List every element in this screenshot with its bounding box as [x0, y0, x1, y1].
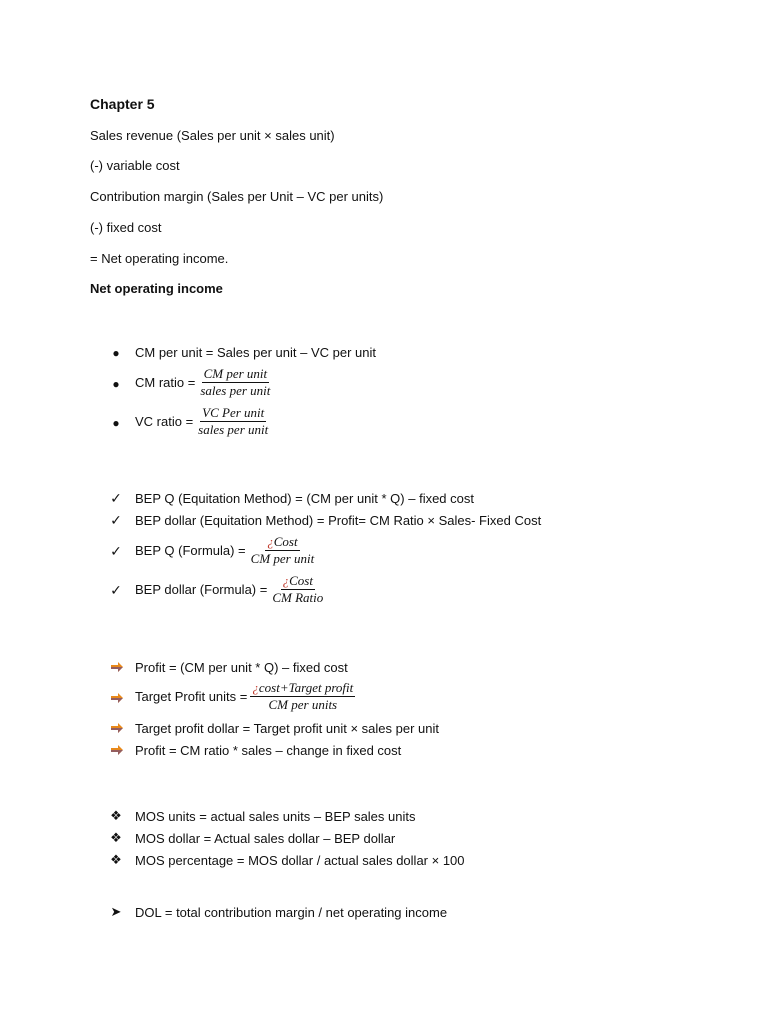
- formula-label: VC ratio =: [135, 413, 194, 429]
- numerator: [281, 573, 315, 590]
- checkmark-icon: ✓: [110, 582, 122, 598]
- list-item: CM per unit = Sales per unit – VC per unit: [135, 345, 376, 360]
- denominator: sales per unit: [198, 422, 269, 437]
- fraction: [196, 405, 270, 438]
- diamond-bullet-icon: ❖: [110, 830, 122, 845]
- numerator-text: Cost: [289, 573, 313, 588]
- section-heading: Net operating income: [90, 281, 223, 296]
- numerator: CM per unit: [203, 366, 268, 381]
- arrowhead-bullet-icon: ➤: [110, 904, 122, 919]
- bullet-dot-icon: ●: [112, 377, 120, 391]
- bullet-dot-icon: ●: [112, 346, 120, 360]
- fraction: [249, 534, 317, 567]
- inverted-question-mark: ¿: [282, 573, 290, 588]
- fraction: [250, 680, 355, 713]
- formula-label: BEP Q (Formula) =: [135, 542, 246, 558]
- numerator: VC Per unit: [202, 405, 265, 420]
- inverted-question-mark: ¿: [267, 534, 274, 549]
- denominator: CM per units: [268, 697, 338, 712]
- denominator: CM Ratio: [272, 590, 324, 605]
- list-item: Target profit dollar = Target profit unit × sales per unit: [135, 721, 439, 736]
- denominator: sales per unit: [200, 383, 271, 398]
- fraction: [198, 366, 272, 399]
- list-item: [135, 534, 316, 567]
- numerator-text: cost+Target profit: [258, 680, 354, 695]
- list-item: BEP Q (Equitation Method) = (CM per unit * Q) – fixed cost: [135, 491, 474, 506]
- text-line: (-) fixed cost: [90, 220, 162, 235]
- bullet-dot-icon: ●: [112, 416, 120, 430]
- arrow-bullet-icon: [111, 662, 123, 672]
- arrow-bullet-icon: [111, 693, 123, 703]
- list-item: MOS units = actual sales units – BEP sales units: [135, 809, 416, 824]
- list-item: Profit = CM ratio * sales – change in fixed cost: [135, 743, 402, 758]
- numerator-text: Cost: [273, 534, 298, 549]
- list-item: DOL = total contribution margin / net operating income: [135, 905, 448, 920]
- list-item: [135, 405, 270, 438]
- list-item: [135, 680, 355, 713]
- list-item: [135, 573, 325, 606]
- text-line: = Net operating income.: [90, 251, 229, 266]
- denominator: CM per unit: [250, 551, 315, 566]
- text-line: Sales revenue (Sales per unit × sales unit): [90, 128, 335, 143]
- list-item: Profit = (CM per unit * Q) – fixed cost: [135, 660, 348, 675]
- inverted-question-mark: ¿: [252, 680, 259, 695]
- arrow-bullet-icon: [111, 745, 123, 755]
- diamond-bullet-icon: ❖: [110, 852, 122, 867]
- diamond-bullet-icon: ❖: [110, 808, 122, 823]
- fraction: [270, 573, 325, 606]
- numerator: [250, 680, 355, 697]
- formula-label: CM ratio =: [135, 374, 196, 390]
- formula-label: BEP dollar (Formula) =: [135, 581, 268, 597]
- checkmark-icon: ✓: [110, 543, 122, 559]
- text-line: (-) variable cost: [90, 158, 180, 173]
- checkmark-icon: ✓: [110, 490, 122, 506]
- list-item: MOS dollar = Actual sales dollar – BEP dollar: [135, 831, 396, 846]
- checkmark-icon: ✓: [110, 512, 122, 528]
- list-item: [135, 366, 272, 399]
- numerator: [265, 534, 299, 551]
- page-title: Chapter 5: [90, 96, 155, 112]
- text-line: Contribution margin (Sales per Unit – VC per units): [90, 189, 384, 204]
- list-item: MOS percentage = MOS dollar / actual sales dollar × 100: [135, 853, 465, 868]
- arrow-bullet-icon: [111, 723, 123, 733]
- formula-label: Target Profit units =: [135, 688, 248, 704]
- list-item: BEP dollar (Equitation Method) = Profit= CM Ratio × Sales- Fixed Cost: [135, 513, 542, 528]
